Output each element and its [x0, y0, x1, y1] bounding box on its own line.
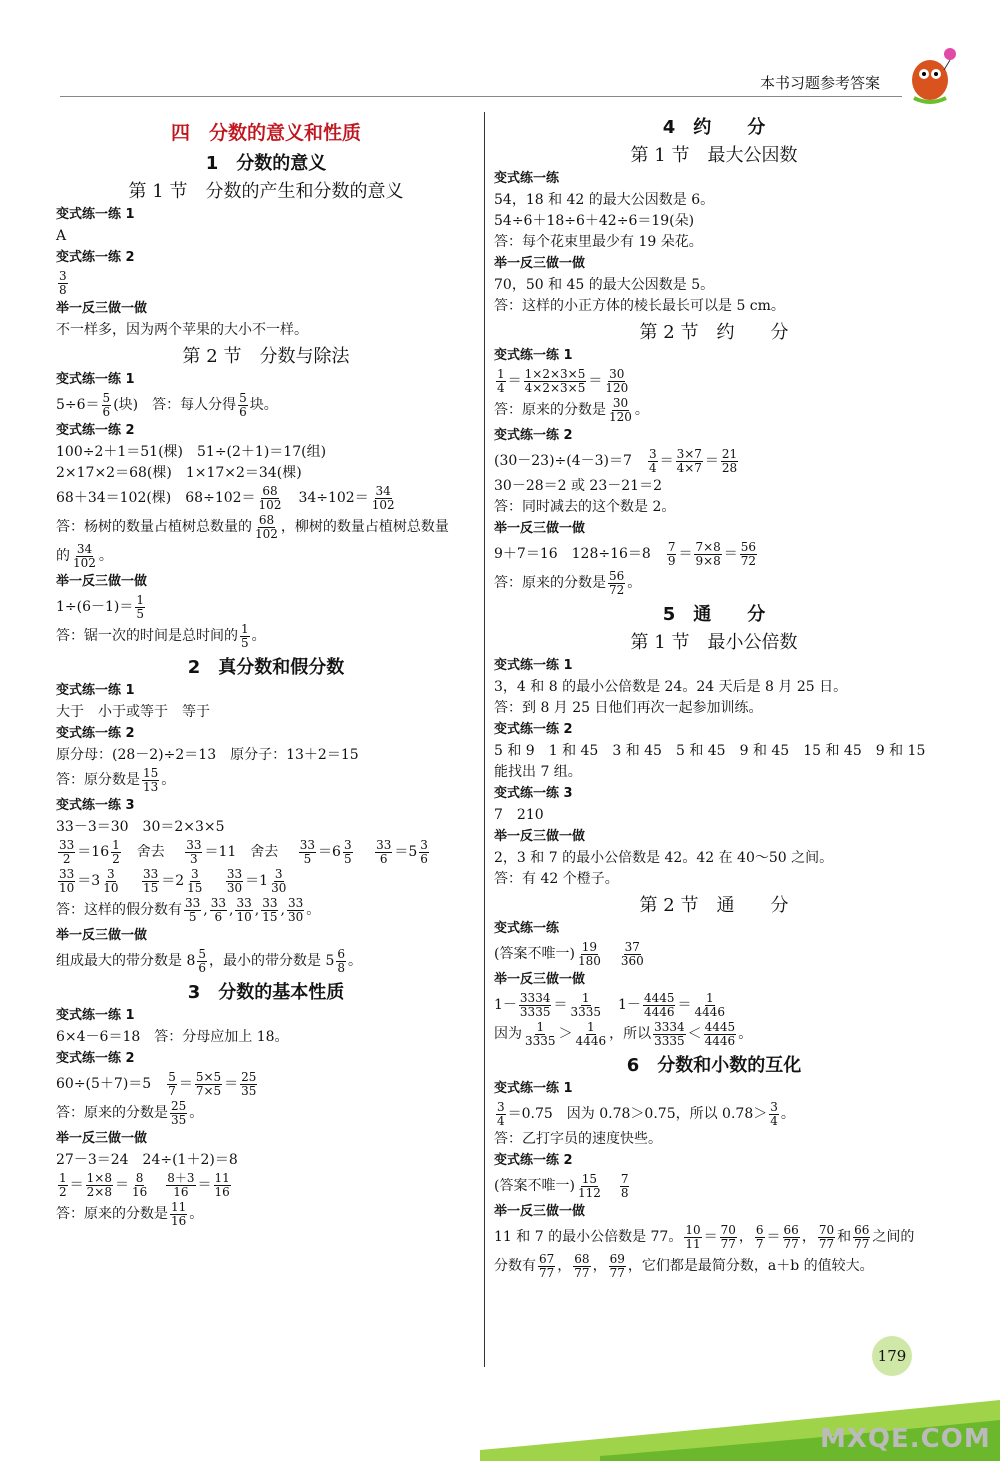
answer-line: 54，18 和 42 的最大公因数是 6。: [494, 192, 715, 208]
answer-line: 答：有 42 个橙子。: [494, 871, 619, 887]
answer-line: 答：原来的分数是 $\frac{30}{120}$ 。: [494, 395, 649, 424]
answer-line: 答：每个花束里最少有 19 朵花。: [494, 234, 703, 250]
answer-line: 能找出 7 组。: [494, 764, 582, 780]
answer-line: 分数有 $\frac{67}{77}$ ， $\frac{68}{77}$ ， $\frac{69}{77}$ ，它们都是最简分数，a＋b 的值较大。: [494, 1251, 874, 1280]
answer-line: [56, 269, 476, 297]
answer-line: 1÷(6－1)＝ $\frac{1}{5}$: [56, 592, 145, 621]
mascot-icon: [906, 44, 958, 106]
exercise-label: 举一反三做一做: [56, 1131, 148, 1146]
answer-line: 答：这样的小正方体的棱长最长可以是 5 cm。: [494, 298, 785, 314]
exercise-label: 变式练一练 2: [56, 1051, 135, 1066]
answer-line: 11 和 7 的最小公倍数是 77。 $\frac{10}{11}$ ＝ $\frac{70}{77}$ ， $\frac{6}{7}$ ＝ $\frac{66}{77}$ ， $\frac{70}{77}$ 和 $\frac{66}{77}$ 之间的: [494, 1222, 915, 1251]
exercise-label: 变式练一练 1: [56, 683, 135, 698]
answer-line: 答：原分数是 $\frac{15}{13}$ 。: [56, 765, 176, 794]
exercise-label: 变式练一练 1: [494, 658, 573, 673]
exercise-label: 变式练一练 1: [494, 348, 573, 363]
exercise-label: 举一反三做一做: [56, 301, 148, 316]
subsection-title: 第 1 节 最小公倍数: [630, 632, 798, 653]
answer-line: 3，4 和 8 的最小公倍数是 24。24 天后是 8 月 25 日。: [494, 679, 848, 695]
answer-line: 2，3 和 7 的最小公倍数是 42。42 在 40～50 之间。: [494, 850, 834, 866]
exercise-label: 变式练一练 1: [56, 372, 135, 387]
fraction: $\frac{3}{8}$: [59, 268, 67, 297]
exercise-label: 变式练一练 2: [56, 250, 135, 265]
answer-line: 6×4－6＝18 答：分母应加上 18。: [56, 1029, 289, 1045]
exercise-label: 变式练一练: [494, 921, 560, 936]
subsection-title: 第 1 节 分数的产生和分数的意义: [128, 181, 404, 202]
exercise-label: 变式练一练 2: [56, 423, 135, 438]
exercise-label: 举一反三做一做: [494, 521, 586, 536]
right-column: [494, 110, 934, 1281]
answer-line: $\frac{33}{2}$ ＝16 $\frac{1}{2}$ 舍去 $\frac{33}{3}$ ＝11 舍去 $\frac{33}{5}$ ＝6 $\frac{3}{5}$ $\frac{33}{6}$ ＝5 $\frac{3}{6}$: [59, 837, 428, 866]
answer-line: 的 $\frac{34}{102}$ 。: [56, 541, 113, 570]
answer-line: 54÷6＋18÷6＋42÷6＝19(朵): [494, 213, 695, 229]
answer-line: 68＋34＝102(棵) 68÷102＝ $\frac{68}{102}$ 34÷102＝ $\frac{34}{102}$: [56, 483, 395, 512]
subsection-title: 第 2 节 分数与除法: [182, 346, 350, 367]
answer-line: 1－ $\frac{3334}{3335}$ ＝ $\frac{1}{3335}$ 1－ $\frac{4445}{4446}$ ＝ $\frac{1}{4446}$: [494, 990, 726, 1019]
exercise-label: 变式练一练 2: [494, 722, 573, 737]
answer-line: 不一样多，因为两个苹果的大小不一样。: [56, 322, 308, 338]
subsection-title: 第 1 节 最大公因数: [630, 145, 798, 166]
section-title: 1 分数的意义: [205, 153, 327, 174]
chapter-title: 四 分数的意义和性质: [170, 122, 361, 144]
answer-line: 100÷2＋1＝51(棵) 51÷(2＋1)＝17(组): [56, 444, 327, 460]
exercise-label: 变式练一练 2: [494, 428, 573, 443]
answer-line: 答：原来的分数是 $\frac{25}{35}$ 。: [56, 1098, 204, 1127]
answer-line: 原分母：(28－2)÷2＝13 原分子：13＋2＝15: [56, 747, 359, 763]
section-title: 5 通 分: [662, 604, 766, 625]
answer-line: 组成最大的带分数是 8 $\frac{5}{6}$ ，最小的带分数是 5 $\frac{6}{8}$ 。: [56, 946, 362, 975]
exercise-label: 举一反三做一做: [494, 972, 586, 987]
subsection-title: 第 2 节 约 分: [639, 322, 789, 343]
answer-line: (答案不唯一) $\frac{15}{112}$ $\frac{7}{8}$: [494, 1171, 629, 1200]
answer-line: 答：到 8 月 25 日他们再次一起参加训练。: [494, 700, 763, 716]
answer-line: 大于 小于或等于 等于: [56, 704, 210, 720]
watermark: MXQE.COM: [820, 1424, 991, 1454]
answer-line: 5 和 9 1 和 45 3 和 45 5 和 45 9 和 45 15 和 45 9 和 15: [494, 743, 926, 759]
exercise-label: 变式练一练 1: [56, 1008, 135, 1023]
section-title: 6 分数和小数的互化: [626, 1055, 802, 1076]
answer-line: 33－3＝30 30＝2×3×5: [56, 819, 225, 835]
answer-line: $\frac{1}{2}$ ＝ $\frac{1\times 8}{2\times 8}$ ＝ $\frac{8}{16}$ $\frac{8+3}{16}$ ＝ $\frac{11}{16}$: [59, 1170, 230, 1199]
answer-line: (答案不唯一) $\frac{19}{180}$ $\frac{37}{360}$: [494, 939, 644, 968]
answer-line: 答：锯一次的时间是总时间的 $\frac{1}{5}$ 。: [56, 621, 266, 650]
answer-line: 因为 $\frac{1}{3335}$ ＞ $\frac{1}{4446}$ ，所以 $\frac{3334}{3335}$ ＜ $\frac{4445}{4446}$ 。: [494, 1019, 753, 1048]
answer-line: (30－23)÷(4－3)＝7 $\frac{3}{4}$ ＝ $\frac{3\times 7}{4\times 7}$ ＝ $\frac{21}{28}$: [494, 446, 738, 475]
page-number: 179: [872, 1336, 912, 1376]
exercise-label: 举一反三做一做: [56, 574, 148, 589]
exercise-label: 变式练一练 3: [56, 798, 135, 813]
section-title: 3 分数的基本性质: [187, 982, 345, 1003]
answer-line: 60÷(5＋7)＝5 $\frac{5}{7}$ ＝ $\frac{5\times 5}{7\times 5}$ ＝ $\frac{25}{35}$: [56, 1069, 257, 1098]
exercise-label: 变式练一练 1: [56, 207, 135, 222]
exercise-label: 变式练一练 2: [494, 1153, 573, 1168]
section-title: 4 约 分: [662, 117, 766, 138]
column-divider: [484, 112, 485, 1367]
exercise-label: 变式练一练 3: [494, 786, 573, 801]
exercise-label: 举一反三做一做: [494, 256, 586, 271]
exercise-label: 变式练一练 2: [56, 726, 135, 741]
exercise-label: 举一反三做一做: [494, 829, 586, 844]
answer-line: 5÷6＝ $\frac{5}{6}$ (块) 答：每人分得 $\frac{5}{6}$ 块。: [56, 390, 278, 419]
answer-line: 70，50 和 45 的最大公因数是 5。: [494, 277, 715, 293]
answer-line: 9＋7＝16 128÷16＝8 $\frac{7}{9}$ ＝ $\frac{7\times 8}{9\times 8}$ ＝ $\frac{56}{72}$: [494, 539, 757, 568]
answer-line: 答：乙打字员的速度快些。: [494, 1131, 662, 1147]
answer-line: 30－28＝2 或 23－21＝2: [494, 478, 662, 494]
answer-line: 27－3＝24 24÷(1＋2)＝8: [56, 1152, 238, 1168]
header-rule: [60, 96, 902, 97]
answer-line: 答：杨树的数量占植树总数量的 $\frac{68}{102}$ ，柳树的数量占植树总数量: [56, 512, 449, 541]
left-column: [56, 110, 476, 1229]
exercise-label: 举一反三做一做: [56, 928, 148, 943]
exercise-label: 变式练一练: [494, 171, 560, 186]
answer-line: 7 210: [494, 807, 544, 823]
answer-line: 答：同时减去的这个数是 2。: [494, 499, 676, 515]
answer-line: $\frac{3}{4}$ ＝0.75 因为 0.78＞0.75，所以 0.78＞ $\frac{3}{4}$ 。: [497, 1099, 795, 1128]
answer-line: $\frac{1}{4}$ ＝ $\frac{1\times 2\times 3\times 5}{4\times 2\times 3\times 5}$ ＝ $\frac{30}{120}$: [497, 366, 629, 395]
answer-line: 答：原来的分数是 $\frac{56}{72}$ 。: [494, 568, 642, 597]
answer-line: 答：原来的分数是 $\frac{11}{16}$ 。: [56, 1199, 204, 1228]
answer-line: $\frac{33}{10}$ ＝3 $\frac{3}{10}$ $\frac{33}{15}$ ＝2 $\frac{3}{15}$ $\frac{33}{30}$ ＝1 $\frac{3}{30}$: [59, 866, 287, 895]
section-title: 2 真分数和假分数: [187, 657, 345, 678]
answer-line: 2×17×2＝68(棵) 1×17×2＝34(棵): [56, 465, 302, 481]
page-header-title: 本书习题参考答案: [760, 74, 881, 92]
exercise-label: 变式练一练 1: [494, 1081, 573, 1096]
answer-line: A: [56, 228, 67, 244]
exercise-label: 举一反三做一做: [494, 1204, 586, 1219]
answer-line: 答：这样的假分数有 $\frac{33}{5}$ , $\frac{33}{6}$ , $\frac{33}{10}$ , $\frac{33}{15}$ , $\frac{33}{30}$ 。: [56, 895, 321, 924]
subsection-title: 第 2 节 通 分: [639, 895, 789, 916]
